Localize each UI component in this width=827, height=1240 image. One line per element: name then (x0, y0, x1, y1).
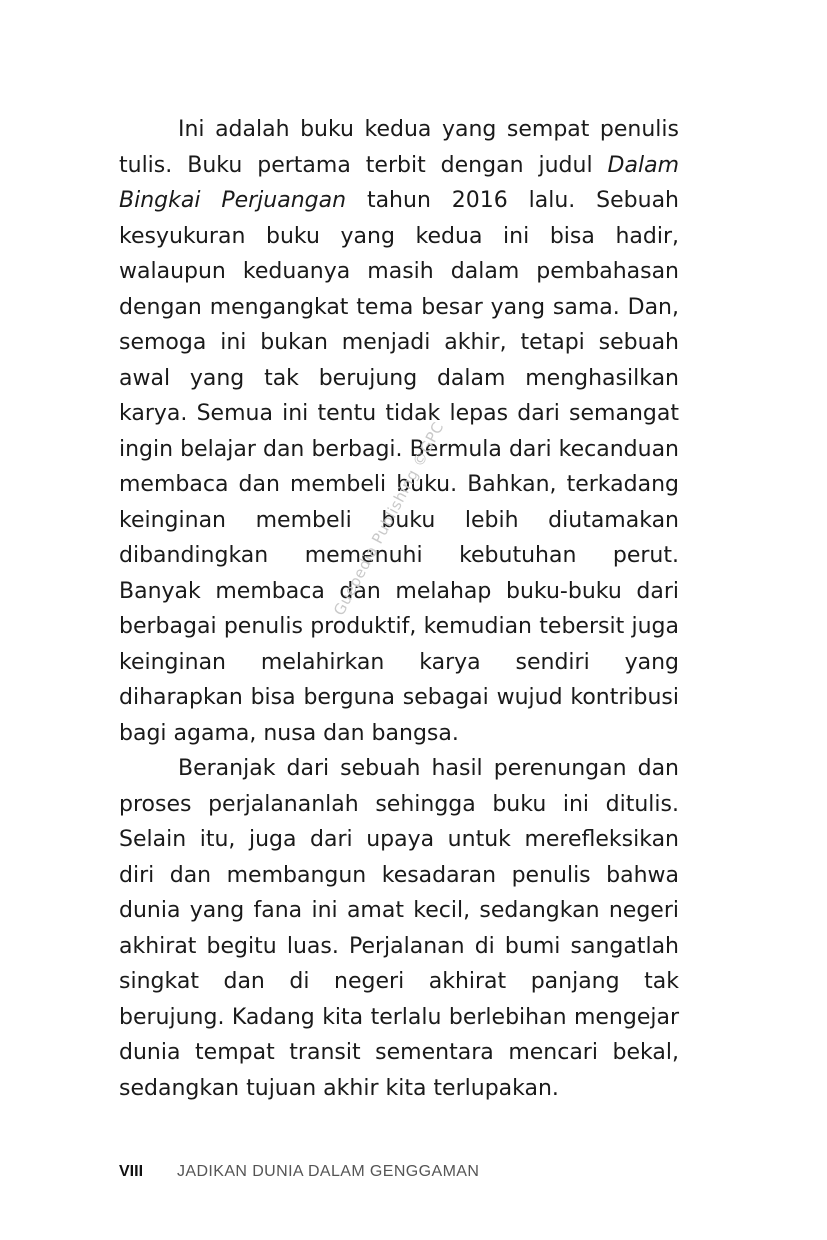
book-title-italic: Dalam Bingkai Perjuangan (119, 152, 679, 213)
page-footer (119, 1163, 479, 1181)
paragraph-1 (119, 112, 679, 751)
paragraph-2: Beranjak dari sebuah hasil perenungan dan proses perjalananlah sehingga buku ini ditulis. Selain itu, juga dari upaya untuk merefleksikan diri dan membangun kesadaran penulis bahwa dunia yang fana ini amat kecil, sedangkan negeri akhirat begitu luas. Perjalanan di bumi sangatlah singkat dan di negeri akhirat panjang tak berujung. Kadang kita terlalu berlebihan mengejar dunia tempat transit sementara mencari bekal, sedangkan tujuan akhir kita terlupakan. (119, 756, 679, 1101)
body-text (119, 112, 679, 1106)
paragraph-1-part-a: Ini adalah buku kedua yang sempat penulis tulis. Buku pertama terbit dengan judul (119, 117, 679, 178)
paragraph-1-part-b: tahun 2016 lalu. Sebuah kesyukuran buku yang kedua ini bisa hadir, walaupun keduanya masih dalam pembahasan dengan mengangkat tema besar yang sama. Dan, semoga ini bukan menjadi akhir, tetapi sebuah awal yang tak berujung dalam menghasilkan karya. Semua ini tentu tidak lepas dari semangat ingin belajar dan berbagi. Bermula dari kecanduan membaca dan membeli buku. Bahkan, terkadang keinginan membeli buku lebih diutamakan dibandingkan memenuhi kebutuhan perut. Banyak membaca dan melahap buku-buku dari berbagai penulis produktif, kemudian tebersit juga keinginan melahirkan karya sendiri yang diharapkan bisa berguna sebagai wujud kontribusi bagi agama, nusa dan bangsa. (119, 188, 679, 746)
running-title: JADIKAN DUNIA DALAM GENGGAMAN (177, 1163, 480, 1180)
page-number: VIII (119, 1163, 144, 1180)
watermark-text: Guepedia Publishing ©GPC (330, 418, 448, 619)
